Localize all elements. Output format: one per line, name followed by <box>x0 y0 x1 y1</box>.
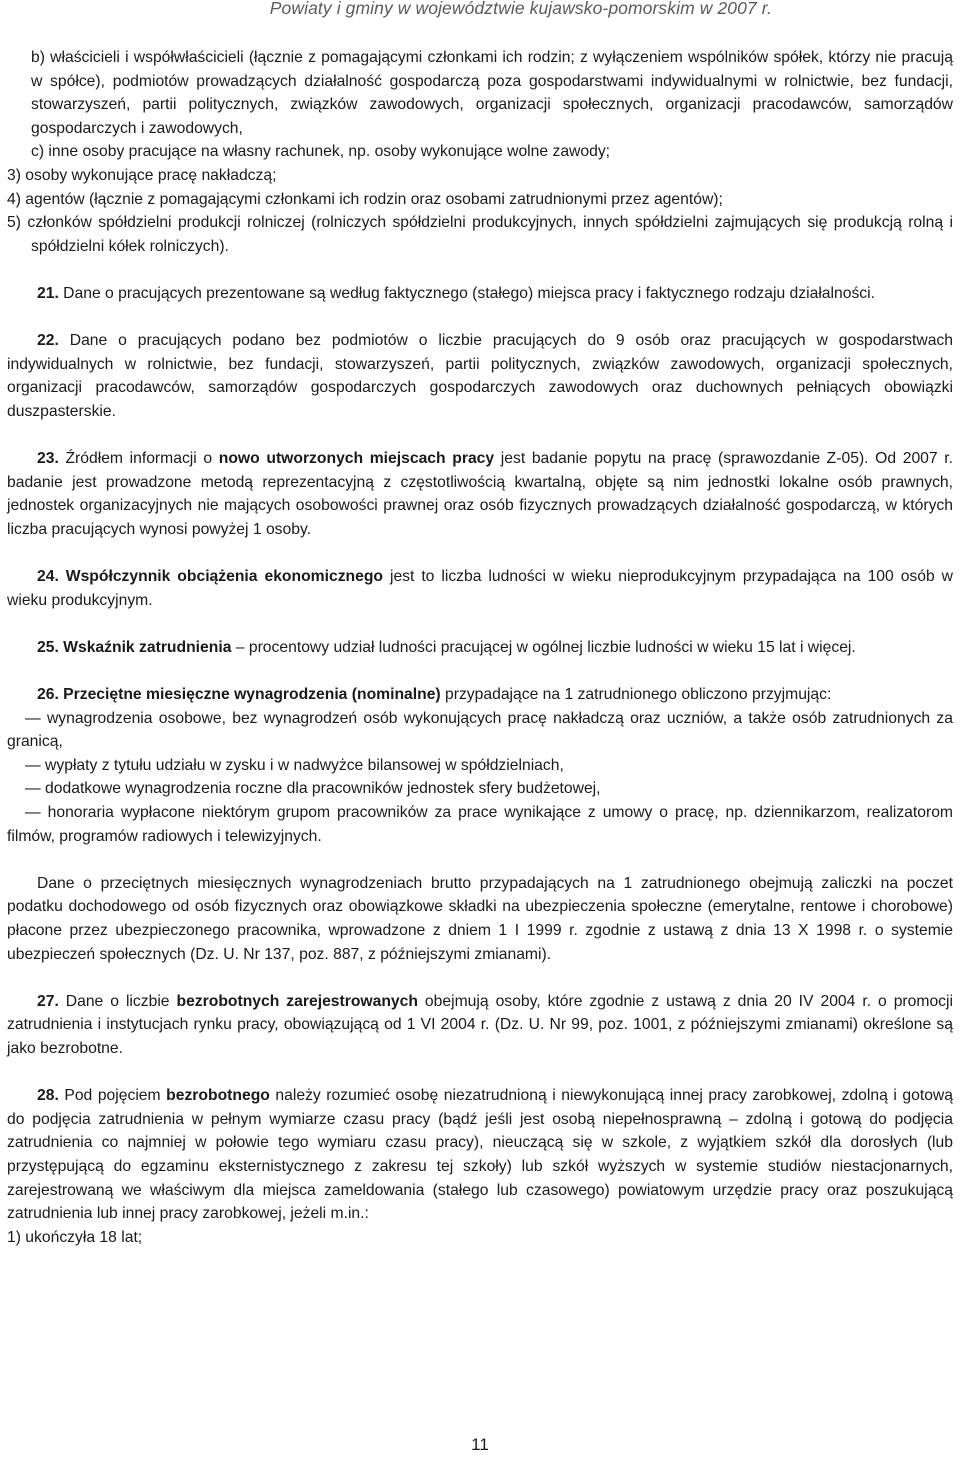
paragraph-text: obejmują osoby, które zgodnie z ustawą z dnia 20 IV 2004 r. o promocji zatrudnienia i instytucjach rynku pracy, obowiązującą od 1 VI 2004 r. (Dz. U. Nr 99, poz. 1001, z późniejszymi zmianami) określone są jako bezrobotne. <box>7 992 953 1057</box>
paragraph-term: Współczynnik obciążenia ekonomicznego <box>65 568 384 586</box>
paragraph-number: 26. <box>37 686 59 704</box>
paragraph-term: nowo utworzonych miejscach pracy <box>218 450 495 468</box>
dash-item-1: — wynagrodzenia osobowe, bez wynagrodzeń osób wykonujących pracę nakładczą oraz uczniów, a także osób zatrudnionych za granicą, <box>7 709 953 751</box>
dash-item-3: — dodatkowe wynagrodzenia roczne dla pracowników jednostek sfery budżetowej, <box>25 780 601 798</box>
paragraph-26 <box>7 683 953 707</box>
paragraph-text: Dane o pracujących prezentowane są według faktycznego (stałego) miejsca pracy i faktycznego rodzaju działalności. <box>58 284 875 302</box>
dash-item-4: — honoraria wypłacone niektórym grupom pracowników za prace wynikające z umowy o pracę, np. dziennikarzom, realizatorom filmów, programów radiowych i telewizyjnych. <box>7 804 953 845</box>
paragraph-21 <box>7 282 953 306</box>
list-item-b: b) właścicieli i współwłaścicieli (łącznie z pomagającymi członkami ich rodzin; z wyłączeniem wspólników spółek, którzy nie pracują w spółce), podmiotów prowadzących działalność gospodarczą poza gospodarstwami indywidualnymi w rolnictwie, bez fundacji, stowarzyszeń, partii politycznych, związków zawodowych, organizacji społecznych, organizacji pracodawców, samorządów gospodarczych i zawodowych, <box>31 49 953 137</box>
paragraph-number: 23. <box>37 450 59 468</box>
paragraph-25 <box>7 636 953 660</box>
paragraph-text: Pod pojęciem <box>58 1087 167 1105</box>
paragraph-text: jest to liczba ludności w wieku nieprodukcyjnym przypadająca na 100 osób w wieku produkcyjnym. <box>7 568 953 609</box>
paragraph-number: 27. <box>37 992 59 1010</box>
paragraph-text: – procentowy udział ludności pracującej w ogólnej liczbie ludności w wieku 15 lat i więcej. <box>231 638 856 656</box>
paragraph-term: Wskaźnik zatrudnienia <box>63 638 232 656</box>
paragraph-text: przypadające na 1 zatrudnionego obliczono przyjmując: <box>440 686 832 704</box>
paragraph-28-item-1: 1) ukończyła 18 lat; <box>7 1228 143 1246</box>
paragraph-term: bezrobotnych zarejestrowanych <box>176 992 418 1010</box>
paragraph-number: 28. <box>37 1087 59 1105</box>
paragraph-23 <box>7 447 953 541</box>
paragraph-term: Przeciętne miesięczne wynagrodzenia (nominalne) <box>63 686 441 704</box>
document-body <box>7 46 953 1249</box>
paragraph-number: 25. <box>37 638 59 656</box>
list-item-4: 4) agentów (łącznie z pomagającymi członkami ich rodzin oraz osobami zatrudnionymi przez agentów); <box>7 190 723 208</box>
page-number: 11 <box>471 1435 489 1454</box>
paragraph-number: 24. <box>37 568 59 586</box>
paragraph-text: Źródłem informacji o <box>58 450 219 468</box>
paragraph-22 <box>7 329 953 423</box>
list-item-3: 3) osoby wykonujące pracę nakładczą; <box>7 166 277 184</box>
paragraph-text: należy rozumieć osobę niezatrudnioną i niewykonującą innej pracy zarobkowej, zdolną i gotową do podjęcia zatrudnienia w pełnym wymiarze czasu pracy (bądź jeśli jest osobą niepełnosprawną – zdolną i gotową do podjęcia zatrudnienia co najmniej w połowie tego wymiaru czasu pracy), nieuczącą się w szkole, z wyjątkiem szkół dla dorosłych (lub przystępującą do egzaminu eksternistycznego z zakresu tej szkoły) lub szkół wyższych w systemie studiów niestacjonarnych, zarejestrowaną we właściwym dla miejsca zameldowania (stałego lub czasowego) powiatowym urzędzie pracy oraz poszukującą zatrudnienia lub innej pracy zarobkowej, jeżeli m.in.: <box>7 1087 953 1223</box>
dash-item-2: — wypłaty z tytułu udziału w zysku i w nadwyżce bilansowej w spółdzielniach, <box>25 756 564 774</box>
paragraph-28 <box>7 1084 953 1226</box>
paragraph-24 <box>7 565 953 612</box>
paragraph-term: bezrobotnego <box>166 1087 270 1105</box>
page-header <box>0 0 960 24</box>
list-item-5: 5) członków spółdzielni produkcji rolniczej (rolniczych spółdzielni produkcyjnych, innych spółdzielni zajmujących się produkcją rolną i spółdzielni kółek rolniczych). <box>7 214 953 255</box>
header-title: Powiaty i gminy w województwie kujawsko-pomorskim w 2007 r. <box>269 0 772 18</box>
paragraph-text: jest badanie popytu na pracę (sprawozdanie Z-05). Od 2007 r. badanie jest prowadzone metodą reprezentacyjną z częstotliwością kwartalną, objęte są nim jednostki lokalne osób prawnych, jednostek organizacyjnych nie mających osobowości prawnej oraz osób fizycznych prowadzących działalność gospodarczą, w których liczba pracujących wynosi powyżej 1 osoby. <box>7 450 953 538</box>
paragraph-text: Dane o liczbie <box>58 992 177 1010</box>
paragraph-26-wages: Dane o przeciętnych miesięcznych wynagrodzeniach brutto przypadających na 1 zatrudnionego obejmują zaliczki na poczet podatku dochodowego od osób fizycznych oraz obowiązkowe składki na ubezpieczenia społeczne (emerytalne, rentowe i chorobowe) płacone przez ubezpieczonego pracownika, wprowadzone z dniem 1 I 1999 r. zgodnie z ustawą z dnia 13 X 1998 r. o systemie ubezpieczeń społecznych (Dz. U. Nr 137, poz. 887, z późniejszymi zmianami). <box>7 874 953 963</box>
paragraph-number: 21. <box>37 284 59 302</box>
paragraph-text: Dane o pracujących podano bez podmiotów o liczbie pracujących do 9 osób oraz pracujących w gospodarstwach indywidualnych w rolnictwie, bez fundacji, stowarzyszeń, partii politycznych, związków zawodowych, organizacji społecznych, organizacji pracodawców, samorządów gospodarczych gospodarczych zawodowych oraz duchownych pełniących obowiązki duszpasterskie. <box>7 332 953 420</box>
paragraph-number: 22. <box>37 332 59 350</box>
paragraph-27 <box>7 990 953 1061</box>
list-item-c: c) inne osoby pracujące na własny rachunek, np. osoby wykonujące wolne zawody; <box>31 143 611 161</box>
